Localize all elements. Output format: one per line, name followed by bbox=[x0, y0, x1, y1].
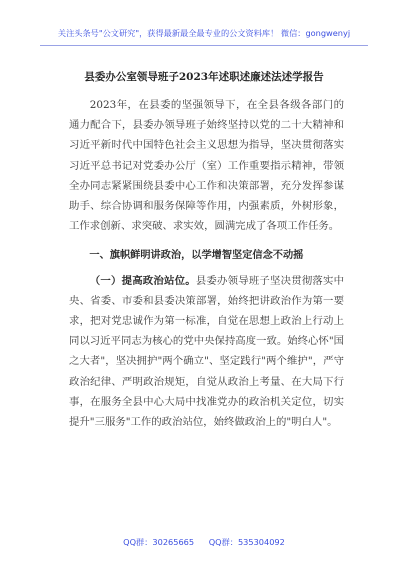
subsection-lead-1: （一）提高政治站位。 bbox=[89, 274, 196, 287]
section-heading-1: 一、旗帜鲜明讲政治，以学增智坚定信念不动摇 bbox=[89, 250, 304, 262]
intro-paragraph: 2023年，在县委的坚强领导下，在全县各级各部门的通力配合下，县委办领导班子始终坚持以党的二十大精神和习近平新时代中国特色社会主义思想为指导，坚决贯彻落实习近平总书记对党委办公厅（室）工作重要指示精神，带领全办同志紧紧围绕县委中心工作和决策部署，充分发挥参谋助手、综合协调和服务保障等作用，内强素质，外树形象，工作求创新、求突破、求实效，圆满完成了各项工作任务。 bbox=[69, 99, 344, 233]
subsection-body-1: 县委办领导班子坚决贯彻落实中央、省委、市委和县委决策部署，始终把讲政治作为第一要求，把对党忠诚作为第一标准，自觉在思想上政治上行动上同以习近平同志为核心的党中央保持高度一致。始终心怀"国之大者"，坚决拥护"两个确立"、坚定践行"两个维护"，严守政治纪律、严明政治规矩，自觉从政治上考量、在大局下行事，在服务全县中心大局中找准党办的政治机关定位，切实提升"三服务"工作的政治站位，始终做政治上的"明白人"。 bbox=[69, 274, 345, 429]
footer-qq-group-2: QQ群：535304092 bbox=[208, 537, 285, 547]
document-title: 县委办公室领导班子2023年述职述廉述法述学报告 bbox=[84, 71, 324, 83]
subsection-paragraph-1 bbox=[69, 271, 344, 433]
document-body bbox=[69, 95, 344, 432]
header-divider bbox=[40, 45, 368, 46]
footer-contact bbox=[0, 537, 408, 548]
header-banner: 关注头条号"公文研究"，获得最新最全最专业的公文资料库！ 微信：gongwenyj bbox=[57, 28, 351, 38]
footer-qq-group-1: QQ群：30265665 bbox=[123, 537, 195, 547]
